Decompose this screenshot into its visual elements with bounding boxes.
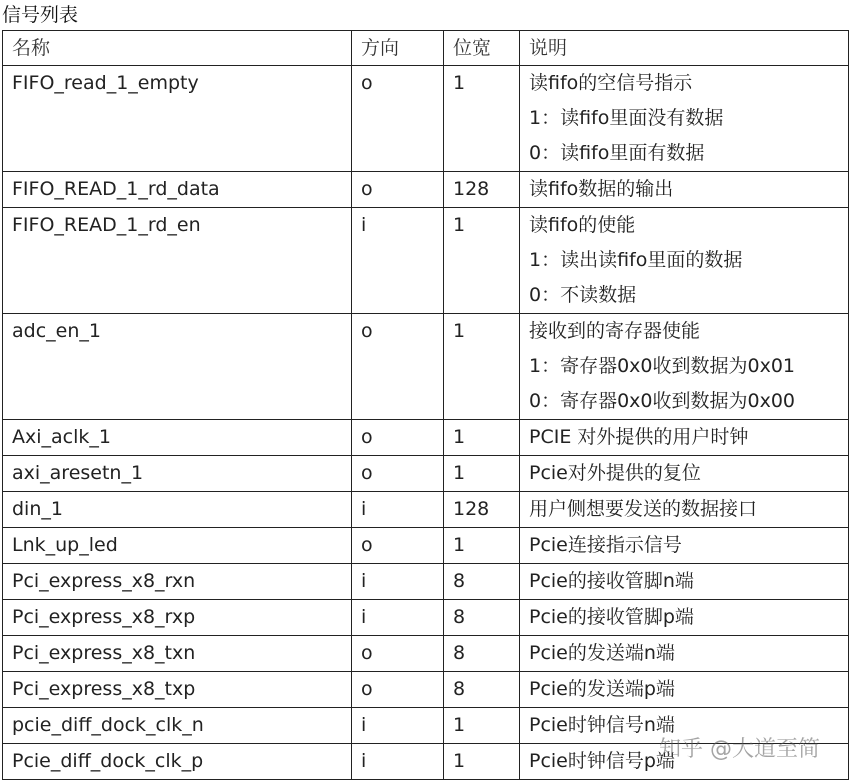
cell-description [520, 208, 849, 314]
cell-bit-width: 8 [444, 564, 520, 600]
cell-description [520, 456, 849, 492]
cell-signal-name: FIFO_READ_1_rd_en [3, 208, 352, 314]
cell-bit-width: 128 [444, 492, 520, 528]
description-line: Pcie时钟信号p端 [529, 750, 675, 772]
cell-direction: i [352, 492, 444, 528]
description-line: Pcie时钟信号n端 [529, 714, 675, 736]
description-line: Pcie的接收管脚p端 [529, 606, 694, 628]
description-line: 读fifo的使能 [529, 214, 636, 236]
table-row [3, 672, 849, 708]
cell-signal-name: Pci_express_x8_rxp [3, 600, 352, 636]
cell-bit-width: 128 [444, 172, 520, 208]
description-line: 1：寄存器0x0收到数据为0x01 [529, 355, 796, 377]
description-line: 读fifo的空信号指示 [529, 72, 693, 94]
cell-description [520, 172, 849, 208]
cell-bit-width: 1 [444, 420, 520, 456]
description-line: Pcie的接收管脚n端 [529, 570, 694, 592]
cell-bit-width: 1 [444, 708, 520, 744]
cell-description [520, 636, 849, 672]
cell-direction: o [352, 456, 444, 492]
header-direction: 方向 [352, 31, 444, 66]
cell-direction: o [352, 172, 444, 208]
table-row [3, 172, 849, 208]
description-line: PCIE 对外提供的用户时钟 [529, 426, 749, 448]
table-row [3, 420, 849, 456]
cell-description [520, 528, 849, 564]
cell-signal-name: din_1 [3, 492, 352, 528]
cell-description [520, 66, 849, 172]
description-line: Pcie对外提供的复位 [529, 462, 701, 484]
cell-description [520, 492, 849, 528]
cell-direction: o [352, 672, 444, 708]
cell-bit-width: 8 [444, 672, 520, 708]
cell-signal-name: FIFO_read_1_empty [3, 66, 352, 172]
cell-bit-width: 8 [444, 600, 520, 636]
header-name: 名称 [3, 31, 352, 66]
description-line: 0：不读数据 [529, 284, 637, 306]
description-line: 0：读fifo里面有数据 [529, 142, 705, 164]
cell-bit-width: 1 [444, 208, 520, 314]
cell-signal-name: Axi_aclk_1 [3, 420, 352, 456]
cell-direction: o [352, 420, 444, 456]
description-line: 1：读fifo里面没有数据 [529, 107, 724, 129]
cell-signal-name: Pcie_diff_dock_clk_p [3, 744, 352, 780]
table-header-row [3, 31, 849, 66]
cell-signal-name: adc_en_1 [3, 314, 352, 420]
table-row [3, 314, 849, 420]
cell-direction: i [352, 744, 444, 780]
signal-table [2, 30, 849, 780]
header-width: 位宽 [444, 31, 520, 66]
cell-description [520, 564, 849, 600]
description-line: 1：读出读fifo里面的数据 [529, 249, 743, 271]
cell-direction: o [352, 66, 444, 172]
cell-bit-width: 1 [444, 456, 520, 492]
cell-bit-width: 8 [444, 636, 520, 672]
cell-bit-width: 1 [444, 66, 520, 172]
cell-description [520, 420, 849, 456]
watermark: 知乎 @大道至简 [659, 737, 820, 762]
cell-signal-name: Pci_express_x8_txn [3, 636, 352, 672]
description-line: 读fifo数据的输出 [529, 178, 674, 200]
cell-description [520, 314, 849, 420]
cell-description [520, 744, 849, 780]
table-row [3, 744, 849, 780]
table-caption: 信号列表 [2, 4, 79, 26]
cell-signal-name: pcie_diff_dock_clk_n [3, 708, 352, 744]
cell-bit-width: 1 [444, 744, 520, 780]
table-row [3, 208, 849, 314]
description-line: Pcie的发送端p端 [529, 678, 675, 700]
cell-direction: i [352, 564, 444, 600]
cell-direction: i [352, 208, 444, 314]
cell-direction: i [352, 708, 444, 744]
cell-signal-name: FIFO_READ_1_rd_data [3, 172, 352, 208]
table-row [3, 528, 849, 564]
table-row [3, 636, 849, 672]
cell-direction: o [352, 314, 444, 420]
cell-direction: i [352, 600, 444, 636]
cell-description [520, 708, 849, 744]
table-row [3, 600, 849, 636]
table-row [3, 492, 849, 528]
description-line: 接收到的寄存器使能 [529, 320, 701, 342]
cell-signal-name: Pci_express_x8_txp [3, 672, 352, 708]
table-row [3, 456, 849, 492]
table-row [3, 66, 849, 172]
cell-signal-name: axi_aresetn_1 [3, 456, 352, 492]
cell-bit-width: 1 [444, 314, 520, 420]
cell-bit-width: 1 [444, 528, 520, 564]
table-row [3, 564, 849, 600]
cell-direction: o [352, 528, 444, 564]
description-line: 用户侧想要发送的数据接口 [529, 498, 758, 520]
cell-direction: o [352, 636, 444, 672]
cell-signal-name: Lnk_up_led [3, 528, 352, 564]
cell-signal-name: Pci_express_x8_rxn [3, 564, 352, 600]
cell-description [520, 600, 849, 636]
description-line: Pcie连接指示信号 [529, 534, 682, 556]
header-description: 说明 [520, 31, 849, 66]
cell-description [520, 672, 849, 708]
description-line: Pcie的发送端n端 [529, 642, 675, 664]
table-row [3, 708, 849, 744]
description-line: 0：寄存器0x0收到数据为0x00 [529, 390, 796, 412]
